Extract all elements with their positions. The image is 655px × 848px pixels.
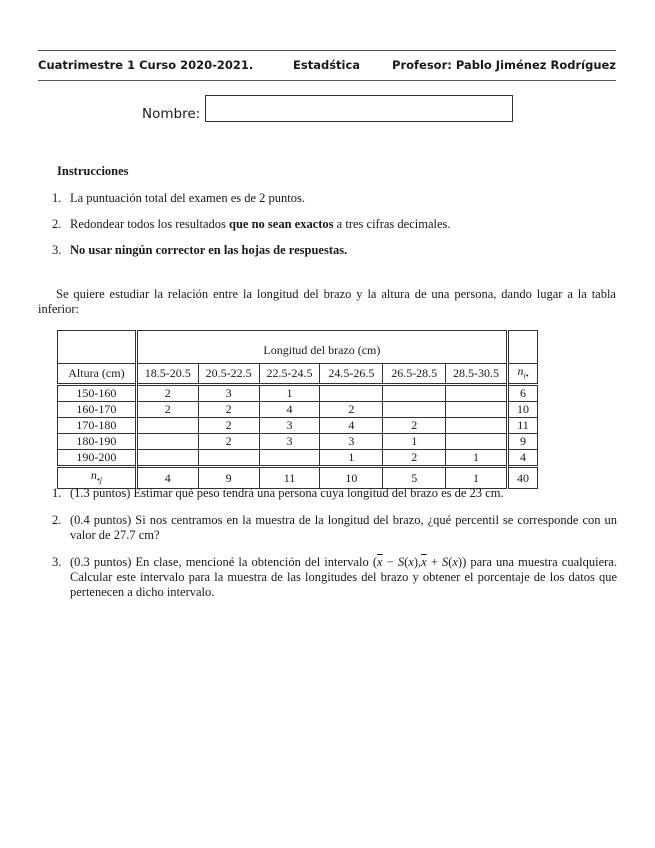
- table-cell: [136, 450, 198, 467]
- question-number: 3.: [52, 555, 62, 569]
- subject-label: Estadśtica: [293, 58, 361, 72]
- row-total: 10: [507, 402, 537, 418]
- table-cell: [136, 434, 198, 450]
- table-caption: Longitud del brazo (cm): [136, 331, 507, 364]
- frequency-table: [57, 330, 538, 489]
- column-total: 1: [446, 467, 508, 488]
- question-item: [52, 486, 617, 501]
- column-header: 28.5-30.5: [446, 364, 508, 385]
- table-cell: [446, 385, 508, 402]
- header-bottom-rule: [38, 80, 616, 81]
- instruction-text: a tres cifras decimales.: [333, 217, 451, 231]
- table-cell: [320, 385, 383, 402]
- math-mean: $\overline{x}$: [421, 555, 427, 569]
- table-cell: 1: [383, 434, 446, 450]
- table-cell: 2: [383, 450, 446, 467]
- math-paren: )): [457, 555, 467, 569]
- totals-label-subscript: •j: [96, 475, 102, 485]
- table-cell: [136, 418, 198, 434]
- problem-statement: Se quiere estudiar la relación entre la longitud del brazo y la altura de una persona, dando lugar a la tabla inferior:: [38, 287, 616, 316]
- total-header-symbol: n: [517, 364, 524, 378]
- table-cell: 2: [320, 402, 383, 418]
- math-variable: x: [452, 555, 458, 569]
- corner-cell: [58, 331, 137, 364]
- totals-label-symbol: n: [90, 468, 97, 483]
- table-cell: [446, 418, 508, 434]
- table-cell: [259, 450, 320, 467]
- math-paren: (: [448, 555, 453, 569]
- corner-cell: [507, 331, 537, 364]
- question-number: 2.: [52, 513, 62, 527]
- question-text: (1.3 puntos) Estimar qué peso tendrá una persona cuya longitud del brazo es de 23 cm.: [70, 486, 504, 500]
- math-symbol: S: [397, 555, 405, 569]
- row-header: Altura (cm): [58, 364, 137, 385]
- table-cell: [446, 402, 508, 418]
- instruction-emphasis: No usar ningún corrector en las hojas de respuestas.: [70, 243, 348, 257]
- row-total: 9: [507, 434, 537, 450]
- table-cell: 4: [320, 418, 383, 434]
- table-cell: 3: [259, 418, 320, 434]
- question-text-part: para una muestra cualquiera. Calcular este intervalo para la muestra de las longitudes del brazo y obtener el porcentaje de los datos que pertenecen a dicho intervalo.: [70, 555, 617, 599]
- column-total: 4: [136, 467, 198, 488]
- column-header: 18.5-20.5: [136, 364, 198, 385]
- total-header-subscript: i•: [523, 371, 529, 381]
- row-total: 11: [507, 418, 537, 434]
- table-cell: 2: [136, 385, 198, 402]
- table-cell: 2: [198, 402, 259, 418]
- instruction-number: 2.: [52, 217, 62, 231]
- math-paren: ),: [413, 555, 422, 569]
- question-text: (0.4 puntos) Si nos centramos en la muestra de la longitud del brazo, ¿qué percentil se corresponde con un valor de 27.7 cm?: [70, 513, 617, 542]
- instruction-number: 3.: [52, 243, 62, 257]
- table-cell: [383, 402, 446, 418]
- course-label: Cuatrimestre 1 Curso 2020-2021.: [38, 58, 254, 72]
- row-total: 4: [507, 450, 537, 467]
- math-paren: (: [404, 555, 409, 569]
- table-cell: [446, 434, 508, 450]
- name-input[interactable]: [205, 95, 513, 122]
- table-cell: 2: [198, 434, 259, 450]
- row-label: 180-190: [58, 434, 137, 450]
- column-header: 24.5-26.5: [320, 364, 383, 385]
- question-item: [52, 555, 617, 600]
- professor-label: Profesor: Pablo Jiménez Rodríguez: [392, 58, 616, 72]
- instruction-item: [52, 191, 305, 206]
- column-total: 10: [320, 467, 383, 488]
- table-cell: 1: [259, 385, 320, 402]
- column-header: 22.5-24.5: [259, 364, 320, 385]
- column-header: 26.5-28.5: [383, 364, 446, 385]
- instruction-emphasis: que no sean exactos: [229, 217, 334, 231]
- row-total: 6: [507, 385, 537, 402]
- table-cell: [198, 450, 259, 467]
- table-cell: 1: [446, 450, 508, 467]
- column-total: 9: [198, 467, 259, 488]
- instruction-item: [52, 243, 347, 258]
- table-cell: 3: [259, 434, 320, 450]
- top-rule: [38, 50, 616, 51]
- instructions-title: Instrucciones: [57, 164, 129, 178]
- table-cell: 2: [198, 418, 259, 434]
- column-total: 11: [259, 467, 320, 488]
- question-item: [52, 513, 617, 543]
- grand-total: 40: [507, 467, 537, 488]
- table-cell: 2: [383, 418, 446, 434]
- question-text: [70, 555, 617, 600]
- row-label: 160-170: [58, 402, 137, 418]
- table-cell: 1: [320, 450, 383, 467]
- table-cell: 4: [259, 402, 320, 418]
- math-mean: $\overline{x}$: [377, 555, 383, 569]
- row-label: 150-160: [58, 385, 137, 402]
- question-number: 1.: [52, 486, 62, 500]
- table-cell: 3: [320, 434, 383, 450]
- math-operator: +: [426, 555, 442, 569]
- column-total: 5: [383, 467, 446, 488]
- table-cell: [383, 385, 446, 402]
- question-text-part: (0.3 puntos) En clase, mencioné la obtención del intervalo (: [70, 555, 377, 569]
- math-variable: x: [408, 555, 414, 569]
- instruction-number: 1.: [52, 191, 62, 205]
- total-header: [507, 364, 537, 385]
- instruction-item: [52, 217, 451, 232]
- instruction-text: Redondear todos los resultados: [70, 217, 230, 231]
- column-header: 20.5-22.5: [198, 364, 259, 385]
- math-operator: −: [382, 555, 398, 569]
- row-label: 190-200: [58, 450, 137, 467]
- instruction-text: La puntuación total del examen es de 2 puntos.: [70, 191, 306, 205]
- table-cell: 3: [198, 385, 259, 402]
- row-label: 170-180: [58, 418, 137, 434]
- name-label: Nombre:: [142, 106, 201, 122]
- math-symbol: S: [441, 555, 449, 569]
- table-cell: 2: [136, 402, 198, 418]
